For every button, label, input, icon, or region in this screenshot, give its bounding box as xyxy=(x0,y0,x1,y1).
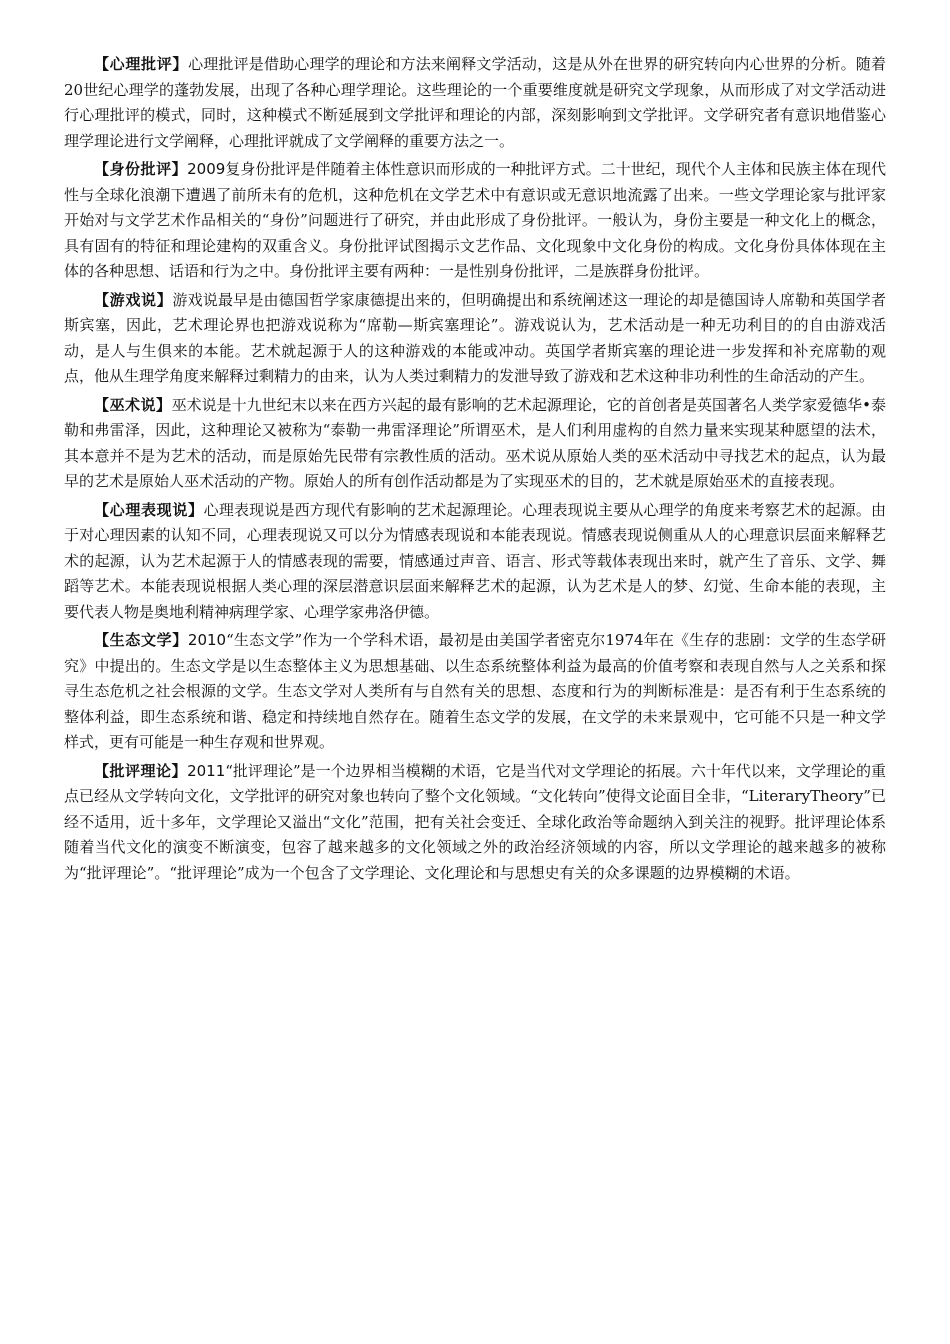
entry-critical-theory xyxy=(64,759,886,887)
entry-term: 【游戏说】 xyxy=(94,290,173,309)
entry-term: 【身份批评】 xyxy=(94,160,188,178)
entry-text: 游戏说最早是由德国哲学家康德提出来的，但明确提出和系统阐述这一理论的却是德国诗人席勒和英国学者斯宾塞，因此，艺术理论界也把游戏说称为“席勒—斯宾塞理论”。游戏说认为，艺术活动是一种无功利目的的自由游戏活动，是人与生俱来的本能。艺术就起源于人的这种游戏的本能或冲动。英国学者斯宾塞的理论进一步发挥和补充席勒的观点，他从生理学角度来解释过剩精力的由来，认为人类过剩精力的发泄导致了游戏和艺术这种非功利性的生命活动的产生。 xyxy=(64,290,886,385)
entry-ecological-literature xyxy=(64,628,886,756)
entry-term: 【心理批评】 xyxy=(94,55,189,73)
document-page xyxy=(64,52,886,889)
entry-psychological-expression-theory xyxy=(64,498,886,626)
entry-text: 心理表现说是西方现代有影响的艺术起源理论。心理表现说主要从心理学的角度来考察艺术的起源。由于对心理因素的认知不同，心理表现说又可以分为情感表现说和本能表现说。情感表现说侧重从人的心理意识层面来解释艺术的起源，认为艺术起源于人的情感表现的需要，情感通过声音、语言、形式等载体表现出来时，就产生了音乐、文学、舞蹈等艺术。本能表现说根据人类心理的深层潜意识层面来解释艺术的起源，认为艺术是人的梦、幻觉、生命本能的表现，主要代表人物是奥地利精神病理学家、心理学家弗洛伊德。 xyxy=(64,500,886,621)
entry-year: 2010 xyxy=(187,631,227,649)
entry-year: 2011 xyxy=(187,761,226,780)
entry-term: 【生态文学】 xyxy=(94,631,188,649)
entry-magic-theory xyxy=(64,393,886,495)
entry-text: “生态文学”作为一个学科术语，最初是由美国学者密克尔1974年在《生存的悲剧：文学的生态学研究》中提出的。生态文学是以生态整体主义为思想基础、以生态系统整体利益为最高的价值考察和表现自然与人之关系和探寻生态危机之社会根源的文学。生态文学对人类所有与自然有关的思想、态度和行为的判断标准是：是否有利于生态系统的整体利益，即生态系统和谐、稳定和持续地自然存在。随着生态文学的发展，在文学的未来景观中，它可能不只是一种文学样式，更有可能是一种生存观和世界观。 xyxy=(64,631,886,751)
entry-text: 心理批评是借助心理学的理论和方法来阐释文学活动，这是从外在世界的研究转向内心世界的分析。随着20世纪心理学的蓬勃发展，出现了各种心理学理论。这些理论的一个重要维度就是研究文学现象，从而形成了对文学活动进行心理批评的模式，同时，这种模式不断延展到文学批评和理论的内部，深刻影响到文学批评。文学研究者有意识地借鉴心理学理论进行文学阐释，心理批评就成了文学阐释的重要方法之一。 xyxy=(64,55,886,150)
entry-term: 【巫术说】 xyxy=(94,395,172,414)
entry-year: 2009复 xyxy=(187,160,241,178)
entry-text: “批评理论”是一个边界相当模糊的术语，它是当代对文学理论的拓展。六十年代以来，文学理论的重点已经从文学转向文化，文学批评的研究对象也转向了整个文化领域。“文化转向”使得文论面目全非，“LiteraryTheory”已经不适用，近十多年，文学理论又溢出“文化”范围，把有关社会变迁、全球化政治等命题纳入到关注的视野。批评理论体系随着当代文化的演变不断演变，包容了越来越多的文化领域之外的政治经济领域的内容，所以文学理论的越来越多的被称为“批评理论”。“批评理论”成为一个包含了文学理论、文化理论和与思想史有关的众多课题的边界模糊的术语。 xyxy=(64,761,886,882)
entry-term: 【心理表现说】 xyxy=(94,500,204,519)
entry-psychological-criticism xyxy=(64,52,886,154)
entry-text: 巫术说是十九世纪末以来在西方兴起的最有影响的艺术起源理论，它的首创者是英国著名人类学家爱德华•泰勒和弗雷泽，因此，这种理论又被称为“泰勒一弗雷泽理论”所谓巫术，是人们利用虚构的自然力量来实现某种愿望的法术，其本意并不是为艺术的活动，而是原始先民带有宗教性质的活动。巫术说从原始人类的巫术活动中寻找艺术的起点，认为最早的艺术是原始人巫术活动的产物。原始人的所有创作活动都是为了实现巫术的目的，艺术就是原始巫术的直接表现。 xyxy=(64,395,886,490)
entry-text: 身份批评是伴随着主体性意识而形成的一种批评方式。二十世纪，现代个人主体和民族主体在现代性与全球化浪潮下遭遇了前所未有的危机，这种危机在文学艺术中有意识或无意识地流露了出来。一些文学理论家与批评家开始对与文学艺术作品相关的“身份”问题进行了研究，并由此形成了身份批评。一般认为，身份主要是一种文化上的概念，具有固有的特征和理论建构的双重含义。身份批评试图揭示文艺作品、文化现象中文化身份的构成。文化身份具体体现在主体的各种思想、话语和行为之中。身份批评主要有两种：一是性别身份批评，二是族群身份批评。 xyxy=(64,160,886,280)
entry-play-theory xyxy=(64,288,886,390)
entry-identity-criticism xyxy=(64,157,886,285)
entry-term: 【批评理论】 xyxy=(94,761,188,780)
